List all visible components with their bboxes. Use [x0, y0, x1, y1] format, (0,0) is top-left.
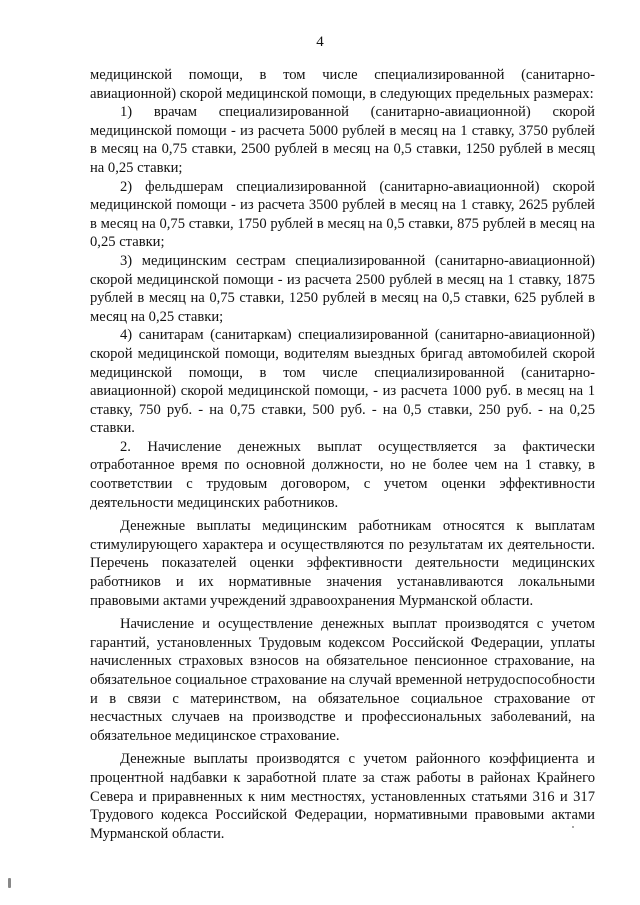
paragraph-stimulating-payments: Денежные выплаты медицинским работникам относятся к выплатам стимулирующего характера и осуществляются по результатам их деятельности. Перечень показателей оценки эффективности деятельности медицинских работников и их нормативные значения устанавливаются локальными правовыми актами учреждений здравоохранения Мурманской области.: [90, 518, 595, 609]
paragraph-item-2: 2) фельдшерам специализированной (санитарно-авиационной) скорой медицинской помощи - из расчета 3500 рублей в месяц на 1 ставку, 2625 рублей в месяц на 0,75 ставки, 1750 рублей в месяц на 0,5 ставки, 875 рублей в месяц на 0,25 ставки;: [90, 178, 595, 251]
paragraph-item-4: 4) санитарам (санитаркам) специализированной (санитарно-авиационной) скорой медицинской помощи, водителям выездных бригад автомобилей скорой медицинской помощи, в том числе специализированной (санитарно-авиационной) скорой медицинской помощи, - из расчета 1000 руб. в месяц на 1 ставку, 750 руб. - на 0,75 ставки, 500 руб. - на 0,5 ставки, 250 руб. - на 0,25 ставки.: [90, 327, 595, 437]
scan-speck: [8, 878, 11, 888]
paragraph-item-1: 1) врачам специализированной (санитарно-авиационной) скорой медицинской помощи - из расчета 5000 рублей в месяц на 1 ставку, 3750 рублей в месяц на 0,75 ставки, 2500 рублей в месяц на 0,5 ставки, 1250 рублей в месяц на 0,25 ставки;: [90, 104, 595, 176]
paragraph-guarantees: Начисление и осуществление денежных выплат производятся с учетом гарантий, установленных Трудовым кодексом Российской Федерации, уплаты начисленных страховых взносов на обязательное пенсионное страхование, на обязательное социальное страхование на случай временной нетрудоспособности и в связи с материнством, на обязательное социальное страхование от несчастных случаев на производстве и профессиональных заболеваний, на обязательное медицинское страхование.: [90, 616, 595, 744]
scan-speck: [572, 826, 574, 828]
page-number: 4: [316, 34, 324, 50]
paragraph-regional-coefficient: Денежные выплаты производятся с учетом районного коэффициента и процентной надбавки к заработной плате за стаж работы в районах Крайнего Севера и приравненных к ним местностях, установленных статьями 316 и 317 Трудового кодекса Российской Федерации, нормативными правовыми актами Мурманской области.: [90, 751, 595, 842]
paragraph-item-3: 3) медицинским сестрам специализированной (санитарно-авиационной) скорой медицинской помощи - из расчета 2500 рублей в месяц на 1 ставку, 1875 рублей в месяц на 0,75 ставки, 1250 рублей в месяц на 0,5 ставки, 625 рублей в месяц на 0,25 ставки;: [90, 252, 595, 325]
paragraph-intro: медицинской помощи, в том числе специализированной (санитарно-авиационной) скорой медицинской помощи, в следующих предельных размерах:: [90, 67, 595, 102]
paragraph-section-2: 2. Начисление денежных выплат осуществляется за фактически отработанное время по основной должности, но не более чем на 1 ставку, в соответствии с трудовым договором, с учетом оценки эффективности деятельности медицинских работников.: [90, 438, 595, 511]
document-body: [90, 66, 595, 843]
